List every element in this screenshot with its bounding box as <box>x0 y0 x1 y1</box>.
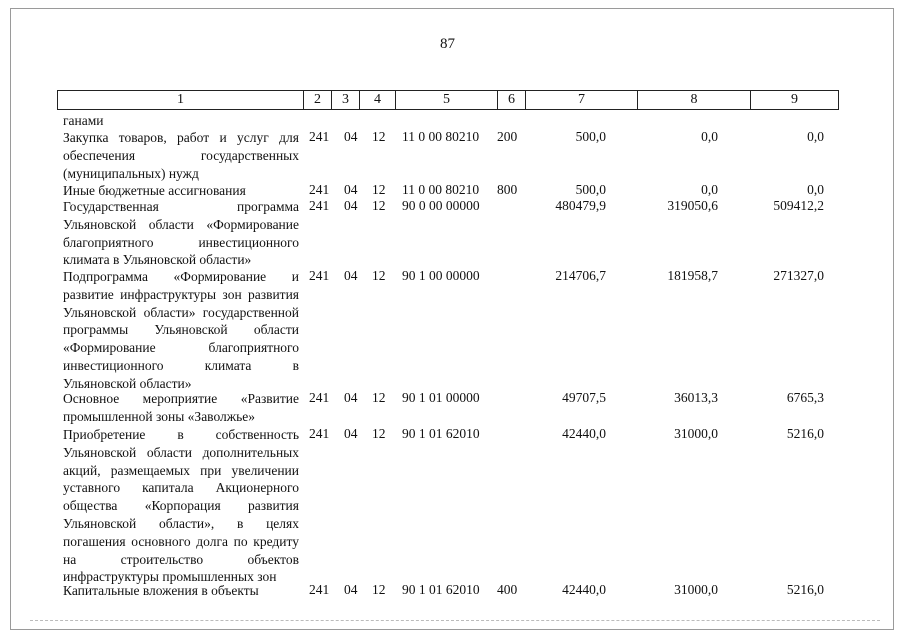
cell-amount-8: 0,0 <box>701 182 718 197</box>
cell-amount-7: 42440,0 <box>562 582 606 597</box>
cell-target-article: 90 0 00 00000 <box>402 198 480 213</box>
cell-subsection: 12 <box>372 582 386 597</box>
cell-amount-9: 0,0 <box>807 129 824 144</box>
header-col-5: 5 <box>395 90 497 110</box>
row-description: Капитальные вложения в объекты <box>63 583 259 598</box>
header-col-8: 8 <box>637 90 750 110</box>
cell-amount-7: 214706,7 <box>555 268 606 283</box>
cell-amount-8: 31000,0 <box>674 426 718 441</box>
row-description: ганами <box>63 113 104 128</box>
cell-amount-9: 5216,0 <box>786 426 824 441</box>
cell-ministry: 241 <box>309 182 330 197</box>
cell-amount-9: 5216,0 <box>786 582 824 597</box>
cell-ministry: 241 <box>309 426 330 441</box>
cell-ministry: 241 <box>309 198 330 213</box>
cell-amount-8: 31000,0 <box>674 582 718 597</box>
cell-amount-7: 480479,9 <box>555 198 606 213</box>
cell-target-article: 90 1 01 62010 <box>402 426 480 441</box>
cell-amount-8: 0,0 <box>701 129 718 144</box>
cell-subsection: 12 <box>372 198 386 213</box>
cell-amount-7: 500,0 <box>575 182 606 197</box>
cell-section: 04 <box>344 426 358 441</box>
cell-amount-8: 319050,6 <box>667 198 718 213</box>
cell-section: 04 <box>344 198 358 213</box>
page-number: 87 <box>440 36 455 52</box>
cell-amount-9: 0,0 <box>807 182 824 197</box>
cell-subsection: 12 <box>372 390 386 405</box>
cell-ministry: 241 <box>309 268 330 283</box>
cell-subsection: 12 <box>372 182 386 197</box>
cell-expense-type: 200 <box>497 129 518 144</box>
cell-target-article: 90 1 01 00000 <box>402 390 480 405</box>
row-description: Закупка товаров, работ и услуг для обеспечения государственных (муниципальных) нужд <box>63 130 299 181</box>
row-description: Приобретение в собственность Ульяновской области дополнительных акций, размещаемых при увеличении уставного капитала Акционерного общества «Корпорация развития Ульяновской области», в целях погашения основного долга по кредиту на строительство объектов инфраструктуры промышленных зон <box>63 427 299 585</box>
cell-amount-7: 42440,0 <box>562 426 606 441</box>
header-col-3: 3 <box>331 90 359 110</box>
cell-subsection: 12 <box>372 426 386 441</box>
cell-section: 04 <box>344 182 358 197</box>
cell-amount-8: 181958,7 <box>667 268 718 283</box>
row-description: Иные бюджетные ассигнования <box>63 183 246 198</box>
row-description: Подпрограмма «Формирование и развитие инфраструктуры зон развития Ульяновской области» государственной программы Ульяновской области «Формирование благоприятного инвестиционного климата в Ульяновской области» <box>63 269 299 391</box>
header-col-9: 9 <box>750 90 839 110</box>
cell-amount-9: 509412,2 <box>773 198 824 213</box>
cell-expense-type: 800 <box>497 182 518 197</box>
cell-target-article: 11 0 00 80210 <box>402 129 480 144</box>
cell-section: 04 <box>344 390 358 405</box>
cell-amount-7: 500,0 <box>575 129 606 144</box>
cell-subsection: 12 <box>372 129 386 144</box>
cell-subsection: 12 <box>372 268 386 283</box>
cell-ministry: 241 <box>309 390 330 405</box>
table-header <box>57 90 839 110</box>
cell-amount-9: 6765,3 <box>786 390 824 405</box>
header-col-7: 7 <box>525 90 637 110</box>
cell-expense-type: 400 <box>497 582 518 597</box>
page-bottom-edge <box>30 620 880 621</box>
cell-amount-7: 49707,5 <box>562 390 606 405</box>
cell-amount-9: 271327,0 <box>773 268 824 283</box>
cell-amount-8: 36013,3 <box>674 390 718 405</box>
header-col-2: 2 <box>303 90 331 110</box>
header-col-1: 1 <box>57 90 303 110</box>
cell-section: 04 <box>344 268 358 283</box>
header-col-4: 4 <box>359 90 395 110</box>
header-col-6: 6 <box>497 90 525 110</box>
cell-section: 04 <box>344 582 358 597</box>
cell-ministry: 241 <box>309 129 330 144</box>
cell-target-article: 90 1 00 00000 <box>402 268 480 283</box>
cell-target-article: 90 1 01 62010 <box>402 582 480 597</box>
row-description: Основное мероприятие «Развитие промышленной зоны «Заволжье» <box>63 391 299 424</box>
cell-ministry: 241 <box>309 582 330 597</box>
cell-section: 04 <box>344 129 358 144</box>
row-description: Государственная программа Ульяновской области «Формирование благоприятного инвестиционного климата в Ульяновской области» <box>63 199 299 268</box>
cell-target-article: 11 0 00 80210 <box>402 182 480 197</box>
